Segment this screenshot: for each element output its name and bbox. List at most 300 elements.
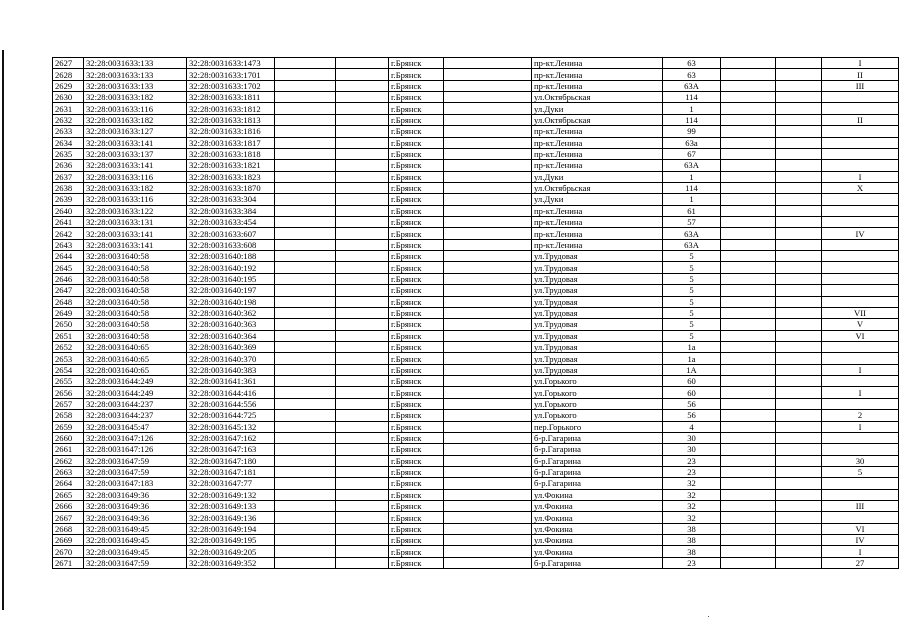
- cell-object-cadastral-number: 32:28:0031640:195: [187, 273, 275, 284]
- cell-premises-number: III: [822, 501, 899, 512]
- cell-row-number: 2627: [53, 58, 84, 69]
- cell-city: г.Брянск: [389, 455, 444, 466]
- cell-street: пр-кт.Ленина: [532, 205, 663, 216]
- table-row: [53, 307, 899, 318]
- cell-parcel-cadastral-number: 32:28:0031647:59: [84, 466, 187, 477]
- cell-empty: [275, 148, 336, 159]
- cell-row-number: 2661: [53, 444, 84, 455]
- cell-object-cadastral-number: 32:28:0031633:1812: [187, 103, 275, 114]
- cell-house-number: 30: [663, 444, 721, 455]
- cell-premises-number: [822, 262, 899, 273]
- cell-house-number: 67: [663, 148, 721, 159]
- table-row: [53, 353, 899, 364]
- cell-city: г.Брянск: [389, 273, 444, 284]
- cell-street: пер.Горького: [532, 421, 663, 432]
- cell-object-cadastral-number: 32:28:0031649:136: [187, 512, 275, 523]
- cell-street: ул.Дуки: [532, 103, 663, 114]
- cell-empty: [776, 69, 822, 80]
- cell-empty: [444, 444, 532, 455]
- cell-empty: [336, 262, 389, 273]
- cell-street: ул.Трудовая: [532, 353, 663, 364]
- cell-object-cadastral-number: 32:28:0031633:384: [187, 205, 275, 216]
- cell-empty: [275, 353, 336, 364]
- cell-empty: [444, 512, 532, 523]
- cell-empty: [776, 228, 822, 239]
- cell-row-number: 2637: [53, 171, 84, 182]
- cell-street: ул.Дуки: [532, 171, 663, 182]
- cell-row-number: 2644: [53, 251, 84, 262]
- cell-empty: [776, 194, 822, 205]
- cell-empty: [776, 364, 822, 375]
- cell-parcel-cadastral-number: 32:28:0031640:65: [84, 341, 187, 352]
- cell-parcel-cadastral-number: 32:28:0031633:141: [84, 137, 187, 148]
- cell-empty: [336, 103, 389, 114]
- cell-empty: [336, 285, 389, 296]
- cell-street: б-р.Гагарина: [532, 557, 663, 568]
- cell-city: г.Брянск: [389, 296, 444, 307]
- cell-empty: [275, 239, 336, 250]
- cell-empty: [444, 92, 532, 103]
- cell-parcel-cadastral-number: 32:28:0031640:65: [84, 353, 187, 364]
- cell-city: г.Брянск: [389, 137, 444, 148]
- table-row: [53, 364, 899, 375]
- table-row: [53, 114, 899, 125]
- cell-empty: [444, 353, 532, 364]
- cell-empty: [444, 466, 532, 477]
- table-row: [53, 557, 899, 568]
- cell-premises-number: [822, 194, 899, 205]
- cell-empty: [444, 296, 532, 307]
- cell-parcel-cadastral-number: 32:28:0031633:133: [84, 80, 187, 91]
- cell-empty: [721, 489, 776, 500]
- cell-empty: [721, 251, 776, 262]
- cell-empty: [444, 103, 532, 114]
- cell-parcel-cadastral-number: 32:28:0031633:141: [84, 160, 187, 171]
- cell-parcel-cadastral-number: 32:28:0031633:137: [84, 148, 187, 159]
- cell-street: б-р.Гагарина: [532, 466, 663, 477]
- cell-row-number: 2656: [53, 387, 84, 398]
- cell-row-number: 2634: [53, 137, 84, 148]
- cell-empty: [721, 285, 776, 296]
- cell-premises-number: [822, 148, 899, 159]
- cell-empty: [776, 387, 822, 398]
- cell-street: ул.Трудовая: [532, 319, 663, 330]
- cell-empty: [336, 523, 389, 534]
- cell-house-number: 5: [663, 296, 721, 307]
- cell-empty: [721, 228, 776, 239]
- cell-row-number: 2640: [53, 205, 84, 216]
- cell-empty: [721, 478, 776, 489]
- cell-row-number: 2669: [53, 535, 84, 546]
- cell-street: пр-кт.Ленина: [532, 137, 663, 148]
- cell-empty: [776, 546, 822, 557]
- cell-empty: [776, 501, 822, 512]
- cell-empty: [336, 398, 389, 409]
- cell-house-number: 63а: [663, 137, 721, 148]
- cell-row-number: 2651: [53, 330, 84, 341]
- cell-premises-number: IV: [822, 535, 899, 546]
- cell-empty: [721, 307, 776, 318]
- cell-house-number: 5: [663, 251, 721, 262]
- cell-city: г.Брянск: [389, 228, 444, 239]
- cell-empty: [275, 80, 336, 91]
- cell-house-number: 63: [663, 69, 721, 80]
- cell-empty: [444, 262, 532, 273]
- cell-row-number: 2655: [53, 376, 84, 387]
- cell-house-number: 32: [663, 512, 721, 523]
- cell-house-number: 5: [663, 273, 721, 284]
- cell-row-number: 2642: [53, 228, 84, 239]
- cell-empty: [444, 557, 532, 568]
- cell-object-cadastral-number: 32:28:0031640:197: [187, 285, 275, 296]
- cell-empty: [336, 58, 389, 69]
- cell-object-cadastral-number: 32:28:0031633:1823: [187, 171, 275, 182]
- cell-empty: [275, 160, 336, 171]
- cell-row-number: 2635: [53, 148, 84, 159]
- cell-street: ул.Трудовая: [532, 251, 663, 262]
- cell-empty: [721, 330, 776, 341]
- cell-city: г.Брянск: [389, 387, 444, 398]
- cell-empty: [275, 444, 336, 455]
- cell-parcel-cadastral-number: 32:28:0031640:65: [84, 364, 187, 375]
- cell-row-number: 2650: [53, 319, 84, 330]
- cell-empty: [721, 217, 776, 228]
- cell-empty: [721, 376, 776, 387]
- cell-object-cadastral-number: 32:28:0031640:364: [187, 330, 275, 341]
- cell-object-cadastral-number: 32:28:0031633:1821: [187, 160, 275, 171]
- cell-empty: [776, 103, 822, 114]
- cell-empty: [444, 69, 532, 80]
- cell-premises-number: [822, 432, 899, 443]
- cell-empty: [275, 535, 336, 546]
- cell-street: б-р.Гагарина: [532, 444, 663, 455]
- cell-house-number: 1: [663, 103, 721, 114]
- cell-empty: [336, 126, 389, 137]
- cell-house-number: 1а: [663, 341, 721, 352]
- cell-premises-number: I: [822, 364, 899, 375]
- cell-empty: [444, 228, 532, 239]
- cell-empty: [275, 114, 336, 125]
- cell-object-cadastral-number: 32:28:0031647:77: [187, 478, 275, 489]
- cell-city: г.Брянск: [389, 501, 444, 512]
- cell-empty: [275, 92, 336, 103]
- cell-premises-number: [822, 92, 899, 103]
- cell-empty: [336, 148, 389, 159]
- cell-empty: [275, 421, 336, 432]
- cell-empty: [336, 273, 389, 284]
- cell-city: г.Брянск: [389, 341, 444, 352]
- cell-empty: [336, 217, 389, 228]
- cell-parcel-cadastral-number: 32:28:0031649:36: [84, 501, 187, 512]
- cell-city: г.Брянск: [389, 182, 444, 193]
- cell-house-number: 1А: [663, 364, 721, 375]
- cell-empty: [776, 137, 822, 148]
- cell-empty: [336, 182, 389, 193]
- cell-object-cadastral-number: 32:28:0031644:556: [187, 398, 275, 409]
- cell-empty: [721, 444, 776, 455]
- cell-parcel-cadastral-number: 32:28:0031633:122: [84, 205, 187, 216]
- cell-empty: [275, 432, 336, 443]
- cell-row-number: 2667: [53, 512, 84, 523]
- cell-empty: [275, 69, 336, 80]
- table-row: [53, 546, 899, 557]
- cell-city: г.Брянск: [389, 353, 444, 364]
- cell-empty: [275, 262, 336, 273]
- cell-empty: [721, 341, 776, 352]
- cell-empty: [275, 398, 336, 409]
- table-row: [53, 148, 899, 159]
- cell-premises-number: 27: [822, 557, 899, 568]
- cell-empty: [275, 194, 336, 205]
- cell-empty: [336, 410, 389, 421]
- cell-house-number: 4: [663, 421, 721, 432]
- cell-premises-number: II: [822, 114, 899, 125]
- cell-city: г.Брянск: [389, 398, 444, 409]
- cell-empty: [721, 398, 776, 409]
- cell-empty: [444, 410, 532, 421]
- cell-parcel-cadastral-number: 32:28:0031633:133: [84, 69, 187, 80]
- cell-empty: [336, 444, 389, 455]
- cell-empty: [336, 239, 389, 250]
- cell-empty: [444, 546, 532, 557]
- cell-parcel-cadastral-number: 32:28:0031647:183: [84, 478, 187, 489]
- cell-parcel-cadastral-number: 32:28:0031633:182: [84, 114, 187, 125]
- cell-empty: [444, 217, 532, 228]
- cell-parcel-cadastral-number: 32:28:0031647:59: [84, 557, 187, 568]
- cell-row-number: 2665: [53, 489, 84, 500]
- cell-empty: [336, 319, 389, 330]
- cell-empty: [721, 103, 776, 114]
- cell-row-number: 2648: [53, 296, 84, 307]
- cell-empty: [444, 341, 532, 352]
- cell-row-number: 2666: [53, 501, 84, 512]
- cell-object-cadastral-number: 32:28:0031647:162: [187, 432, 275, 443]
- cell-object-cadastral-number: 32:28:0031633:1811: [187, 92, 275, 103]
- cell-premises-number: [822, 512, 899, 523]
- cell-premises-number: V: [822, 319, 899, 330]
- cell-empty: [721, 137, 776, 148]
- cell-object-cadastral-number: 32:28:0031633:1813: [187, 114, 275, 125]
- cell-empty: [275, 557, 336, 568]
- cell-parcel-cadastral-number: 32:28:0031640:58: [84, 319, 187, 330]
- cell-empty: [336, 546, 389, 557]
- cell-object-cadastral-number: 32:28:0031633:607: [187, 228, 275, 239]
- cell-empty: [776, 58, 822, 69]
- cell-empty: [721, 296, 776, 307]
- cell-city: г.Брянск: [389, 126, 444, 137]
- cell-street: ул.Горького: [532, 376, 663, 387]
- table-row: [53, 501, 899, 512]
- table-row: [53, 466, 899, 477]
- cell-parcel-cadastral-number: 32:28:0031645:47: [84, 421, 187, 432]
- cell-premises-number: 2: [822, 410, 899, 421]
- cell-empty: [444, 330, 532, 341]
- cell-parcel-cadastral-number: 32:28:0031649:45: [84, 546, 187, 557]
- cell-empty: [776, 512, 822, 523]
- cell-object-cadastral-number: 32:28:0031649:205: [187, 546, 275, 557]
- cell-empty: [275, 512, 336, 523]
- cell-street: ул.Трудовая: [532, 285, 663, 296]
- cell-parcel-cadastral-number: 32:28:0031633:141: [84, 228, 187, 239]
- cell-street: ул.Горького: [532, 387, 663, 398]
- cell-house-number: 63А: [663, 239, 721, 250]
- cell-empty: [336, 92, 389, 103]
- cell-empty: [275, 387, 336, 398]
- cell-empty: [444, 205, 532, 216]
- cell-empty: [776, 398, 822, 409]
- cell-object-cadastral-number: 32:28:0031649:132: [187, 489, 275, 500]
- table-row: [53, 376, 899, 387]
- cell-city: г.Брянск: [389, 114, 444, 125]
- cell-house-number: 5: [663, 285, 721, 296]
- cell-street: ул.Дуки: [532, 194, 663, 205]
- cell-street: пр-кт.Ленина: [532, 80, 663, 91]
- cell-empty: [275, 410, 336, 421]
- cell-row-number: 2657: [53, 398, 84, 409]
- cell-parcel-cadastral-number: 32:28:0031644:237: [84, 410, 187, 421]
- cell-empty: [776, 251, 822, 262]
- table-row: [53, 421, 899, 432]
- cell-city: г.Брянск: [389, 80, 444, 91]
- table-row: [53, 330, 899, 341]
- cell-object-cadastral-number: 32:28:0031649:352: [187, 557, 275, 568]
- cell-parcel-cadastral-number: 32:28:0031649:36: [84, 489, 187, 500]
- cell-row-number: 2636: [53, 160, 84, 171]
- cell-empty: [336, 228, 389, 239]
- table-row: [53, 296, 899, 307]
- cell-object-cadastral-number: 32:28:0031640:192: [187, 262, 275, 273]
- cell-empty: [336, 455, 389, 466]
- cell-premises-number: [822, 273, 899, 284]
- cell-city: г.Брянск: [389, 217, 444, 228]
- cell-parcel-cadastral-number: 32:28:0031633:182: [84, 182, 187, 193]
- cell-premises-number: I: [822, 171, 899, 182]
- cell-street: ул.Фокина: [532, 523, 663, 534]
- cell-parcel-cadastral-number: 32:28:0031633:127: [84, 126, 187, 137]
- cell-street: пр-кт.Ленина: [532, 160, 663, 171]
- cell-street: ул.Трудовая: [532, 330, 663, 341]
- cell-empty: [336, 557, 389, 568]
- cell-row-number: 2653: [53, 353, 84, 364]
- cell-empty: [721, 466, 776, 477]
- cell-premises-number: [822, 489, 899, 500]
- table-row: [53, 160, 899, 171]
- cell-house-number: 63: [663, 58, 721, 69]
- cell-city: г.Брянск: [389, 194, 444, 205]
- cell-street: ул.Фокина: [532, 512, 663, 523]
- cell-row-number: 2633: [53, 126, 84, 137]
- cell-object-cadastral-number: 32:28:0031644:416: [187, 387, 275, 398]
- cell-premises-number: [822, 205, 899, 216]
- cell-parcel-cadastral-number: 32:28:0031644:249: [84, 387, 187, 398]
- cell-object-cadastral-number: 32:28:0031640:362: [187, 307, 275, 318]
- cell-street: пр-кт.Ленина: [532, 217, 663, 228]
- cell-empty: [336, 432, 389, 443]
- table-row: [53, 205, 899, 216]
- table-row: [53, 251, 899, 262]
- cell-street: б-р.Гагарина: [532, 432, 663, 443]
- cell-city: г.Брянск: [389, 376, 444, 387]
- cell-parcel-cadastral-number: 32:28:0031640:58: [84, 296, 187, 307]
- cell-house-number: 56: [663, 398, 721, 409]
- table-row: [53, 69, 899, 80]
- cell-empty: [275, 341, 336, 352]
- cell-empty: [776, 92, 822, 103]
- cell-empty: [275, 501, 336, 512]
- cell-parcel-cadastral-number: 32:28:0031640:58: [84, 273, 187, 284]
- table-row: [53, 341, 899, 352]
- cell-empty: [275, 455, 336, 466]
- cell-empty: [336, 489, 389, 500]
- cell-street: ул.Фокина: [532, 535, 663, 546]
- cell-premises-number: I: [822, 387, 899, 398]
- cell-empty: [444, 478, 532, 489]
- cell-parcel-cadastral-number: 32:28:0031647:126: [84, 432, 187, 443]
- cell-street: ул.Трудовая: [532, 364, 663, 375]
- cell-object-cadastral-number: 32:28:0031633:1473: [187, 58, 275, 69]
- cell-object-cadastral-number: 32:28:0031633:304: [187, 194, 275, 205]
- cell-row-number: 2660: [53, 432, 84, 443]
- cell-empty: [721, 273, 776, 284]
- cell-empty: [336, 376, 389, 387]
- cell-empty: [444, 126, 532, 137]
- cell-empty: [444, 387, 532, 398]
- cell-empty: [721, 523, 776, 534]
- cell-empty: [275, 523, 336, 534]
- cell-empty: [721, 126, 776, 137]
- cell-row-number: 2628: [53, 69, 84, 80]
- cell-street: ул.Фокина: [532, 546, 663, 557]
- cell-empty: [776, 182, 822, 193]
- cell-house-number: 57: [663, 217, 721, 228]
- cell-premises-number: [822, 376, 899, 387]
- cell-empty: [721, 194, 776, 205]
- cell-empty: [336, 364, 389, 375]
- cell-empty: [444, 251, 532, 262]
- cell-object-cadastral-number: 32:28:0031649:195: [187, 535, 275, 546]
- cell-empty: [721, 557, 776, 568]
- cell-row-number: 2662: [53, 455, 84, 466]
- cell-house-number: 5: [663, 319, 721, 330]
- cell-city: г.Брянск: [389, 523, 444, 534]
- cell-house-number: 38: [663, 523, 721, 534]
- property-register-table: [52, 57, 899, 569]
- cell-city: г.Брянск: [389, 410, 444, 421]
- cell-city: г.Брянск: [389, 421, 444, 432]
- cell-street: ул.Октябрьская: [532, 92, 663, 103]
- table-row: [53, 239, 899, 250]
- cell-empty: [444, 307, 532, 318]
- table-row: [53, 194, 899, 205]
- cell-empty: [275, 330, 336, 341]
- cell-house-number: 32: [663, 501, 721, 512]
- cell-city: г.Брянск: [389, 171, 444, 182]
- cell-parcel-cadastral-number: 32:28:0031640:58: [84, 307, 187, 318]
- cell-empty: [721, 69, 776, 80]
- cell-parcel-cadastral-number: 32:28:0031640:58: [84, 330, 187, 341]
- cell-empty: [336, 251, 389, 262]
- cell-empty: [275, 251, 336, 262]
- table-row: [53, 444, 899, 455]
- cell-empty: [336, 160, 389, 171]
- cell-empty: [721, 92, 776, 103]
- cell-premises-number: [822, 341, 899, 352]
- cell-city: г.Брянск: [389, 512, 444, 523]
- cell-empty: [776, 262, 822, 273]
- cell-empty: [444, 273, 532, 284]
- cell-empty: [776, 114, 822, 125]
- cell-row-number: 2658: [53, 410, 84, 421]
